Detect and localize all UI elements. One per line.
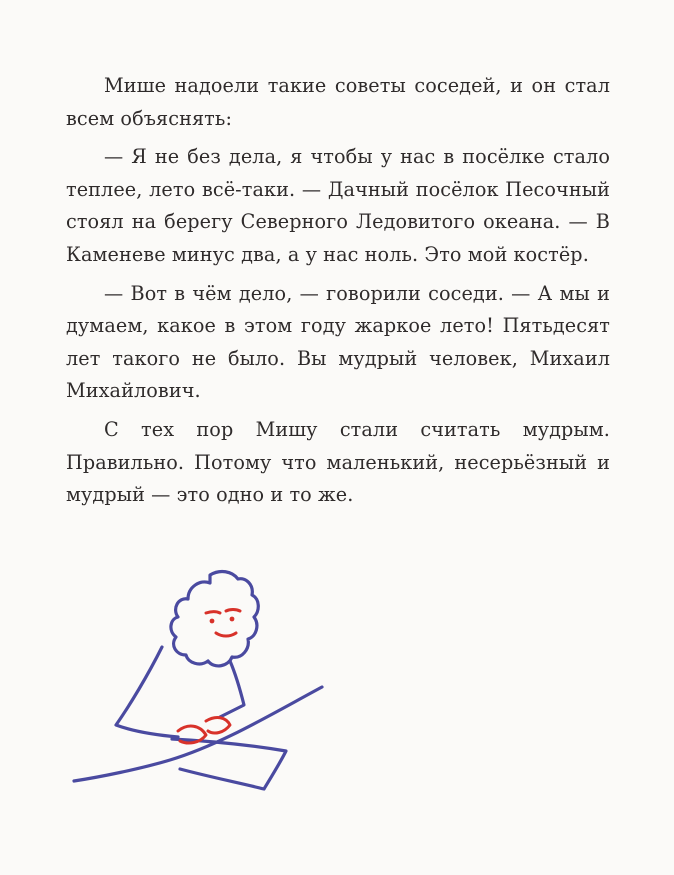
paragraph-3: — Вот в чём дело, — говорили соседи. — А мы и думаем, какое в этом году жаркое лето! Пятьдесят лет такого не было. Вы мудрый человек, Михаил Михайлович. [66,281,610,403]
left-arm [116,647,178,737]
head-outline [171,572,258,666]
right-arm [220,661,244,717]
eyebrow-right [226,610,240,612]
bearded-man-writing-illustration [60,555,340,795]
paragraph-2: — Я не без дела, я чтобы у нас в посёлке стало теплее, лето всё-таки. — Дачный посёлок Песочный стоял на берегу Северного Ледовитого океана. — В Каменеве минус два, а у нас ноль. Это мой костёр. [66,145,610,266]
right-hand [206,718,230,733]
paragraph-4: С тех пор Мишу стали считать мудрым. Правильно. Потому что маленький, несерьёзный и мудрый — это одно и то же. [66,417,610,507]
desk-line [74,687,322,781]
mouth [216,633,236,636]
eye-left [210,619,215,624]
eyebrow-left [206,612,220,614]
eye-right [230,617,235,622]
paper-sheet [172,739,286,789]
paragraph-1: Мише надоели такие советы соседей, и он стал всем объяснять: [66,74,610,130]
page-text [66,70,610,512]
